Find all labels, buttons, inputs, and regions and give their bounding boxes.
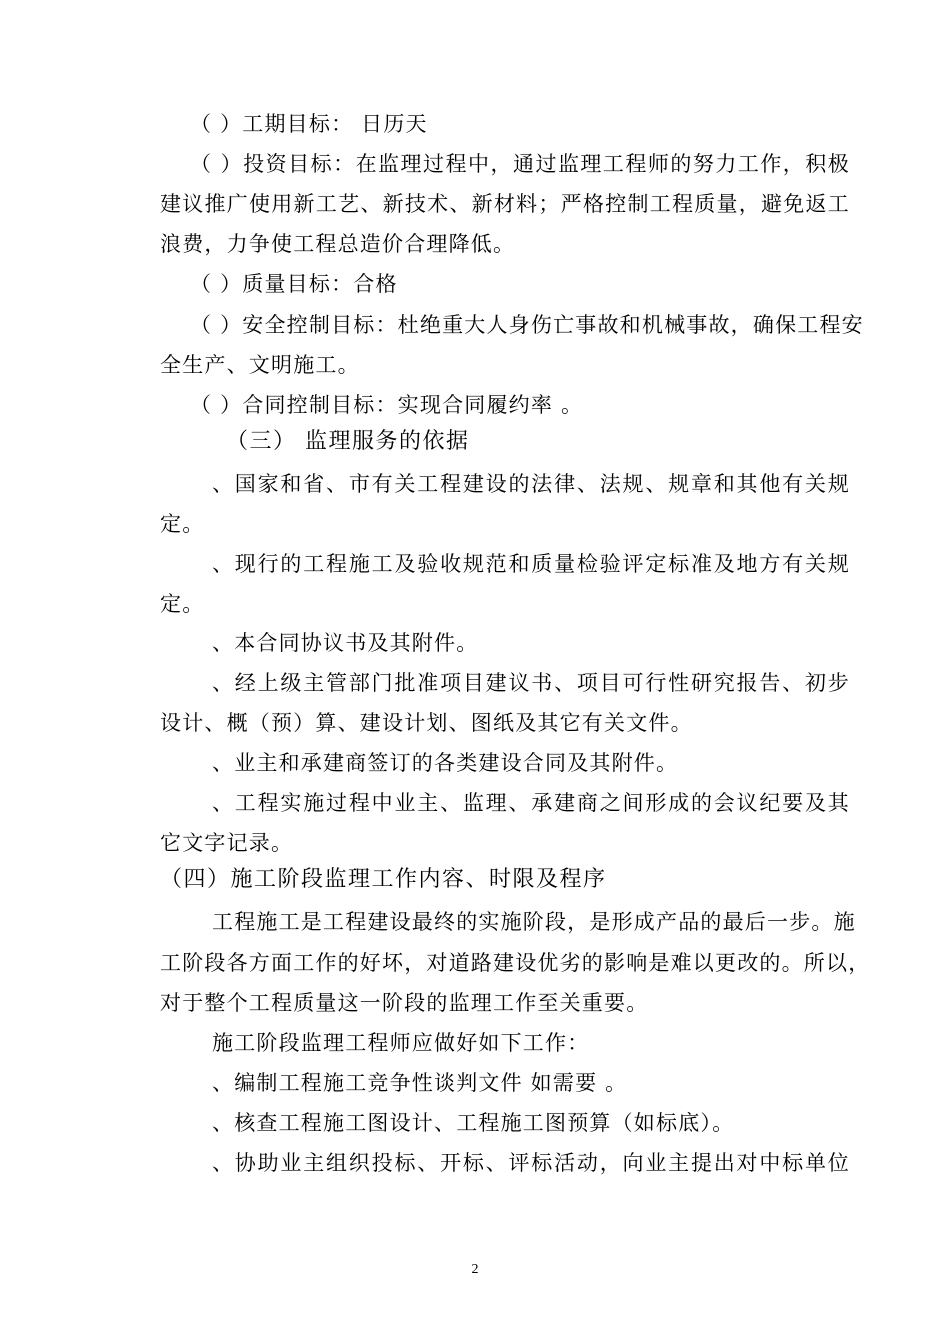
investment-target-line-2: 建议推广使用新工艺、新技术、新材料；严格控制工程质量，避免返工 <box>160 192 850 216</box>
construction-paragraph-line-3: 对于整个工程质量这一阶段的监理工作至关重要。 <box>160 991 649 1015</box>
quality-target-line: （ ）质量目标：合格 <box>190 272 398 296</box>
work-item-2: 、核查工程施工图设计、工程施工图预算（如标底）。 <box>212 1111 735 1135</box>
basis-item-2-line-1: 、现行的工程施工及验收规范和质量检验评定标准及地方有关规 <box>212 552 850 576</box>
work-item-3: 、协助业主组织投标、开标、评标活动，向业主提出对中标单位 <box>212 1151 850 1175</box>
basis-item-1-line-2: 定。 <box>160 512 205 536</box>
section-heading-3: （三） 监理服务的依据 <box>226 429 470 454</box>
work-item-1: 、编制工程施工竞争性谈判文件 如需要 。 <box>212 1071 628 1095</box>
safety-target-line-1: （ ）安全控制目标：杜绝重大人身伤亡事故和机械事故，确保工程安 <box>190 313 864 337</box>
construction-paragraph-line-1: 工程施工是工程建设最终的实施阶段，是形成产品的最后一步。施 <box>212 910 856 934</box>
basis-item-2-line-2: 定。 <box>160 592 205 616</box>
section-heading-4: （四）施工阶段监理工作内容、时限及程序 <box>160 867 607 892</box>
work-intro-line: 施工阶段监理工程师应做好如下工作： <box>212 1031 590 1055</box>
investment-target-line-3: 浪费，力争使工程总造价合理降低。 <box>160 232 516 256</box>
basis-item-5: 、业主和承建商签订的各类建设合同及其附件。 <box>212 751 679 775</box>
basis-item-1-line-1: 、国家和省、市有关工程建设的法律、法规、规章和其他有关规 <box>212 472 850 496</box>
basis-item-3: 、本合同协议书及其附件。 <box>212 631 479 655</box>
contract-target-line: （ ）合同控制目标：实现合同履约率 。 <box>190 393 584 417</box>
safety-target-line-2: 全生产、文明施工。 <box>160 353 360 377</box>
page-number: 2 <box>471 1262 479 1277</box>
basis-item-4-line-2: 设计、概（预）算、建设计划、图纸及其它有关文件。 <box>160 711 693 735</box>
basis-item-6-line-2: 它文字记录。 <box>160 831 294 855</box>
duration-target-line: （ ）工期目标： 日历天 <box>190 112 428 136</box>
basis-item-4-line-1: 、经上级主管部门批准项目建议书、项目可行性研究报告、初步 <box>212 671 850 695</box>
basis-item-6-line-1: 、工程实施过程中业主、监理、承建商之间形成的会议纪要及其 <box>212 791 850 815</box>
construction-paragraph-line-2: 工阶段各方面工作的好坏，对道路建设优劣的影响是难以更改的。所以， <box>160 951 871 975</box>
investment-target-line-1: （ ）投资目标：在监理过程中，通过监理工程师的努力工作，积极 <box>190 152 850 176</box>
